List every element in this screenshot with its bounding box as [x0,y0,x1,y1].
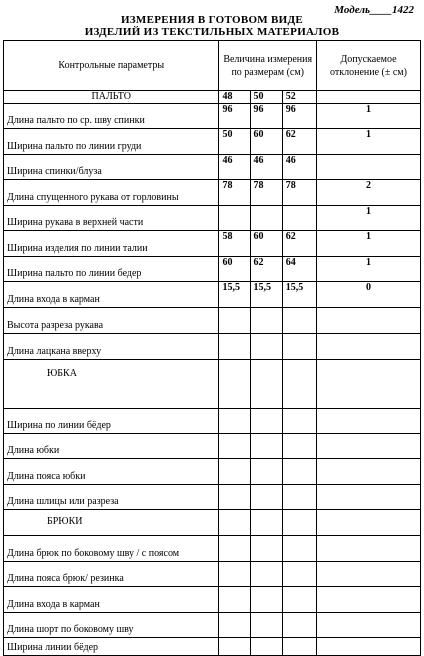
deviation-value [316,638,420,656]
size-1-value [219,510,250,536]
deviation-value [316,510,420,536]
size-3-value [282,409,316,434]
table-row [4,257,421,282]
deviation-value: 1 [316,231,420,257]
cell-text: Высота разреза рукава [7,320,104,331]
size-2-value [250,334,282,360]
parameter-name [4,231,219,257]
parameter-name [4,180,219,206]
size-2-value [250,206,282,231]
size-2-value: 78 [250,180,282,206]
model-number: Модель____1422 [334,4,414,16]
cell-text: Длина спущенного рукава от горловины [7,192,179,203]
deviation-value: 2 [316,180,420,206]
parameter-name [4,104,219,129]
size-1-value [219,409,250,434]
table-row [4,613,421,638]
cell-text: Длина лацкана вверху [7,346,102,357]
deviation-value [316,587,420,613]
deviation-value [316,562,420,587]
size-3-value [282,459,316,485]
deviation-value [316,155,420,180]
size-1-value [219,562,250,587]
cell-text: Длина брюк по боковому шву / с поясом [7,548,180,559]
size-2-value: 62 [250,257,282,282]
size-3-value [282,334,316,360]
size-3-value: 46 [282,155,316,180]
cell-text: Ширина спинки/блуза [7,166,102,177]
size-2-value [250,536,282,562]
size-2-value [250,613,282,638]
cell-text: Длина шлицы или разреза [7,496,119,507]
table-row [4,180,421,206]
section-label [4,360,219,409]
table-row [4,485,421,510]
size-3-value: 64 [282,257,316,282]
size-1-value: 48 [219,91,250,104]
document-title-line1: ИЗМЕРЕНИЯ В ГОТОВОМ ВИДЕ [120,14,304,26]
size-1-value [219,536,250,562]
table-row [4,334,421,360]
cell-text: ЮБКА [47,368,77,379]
section-row [4,91,421,104]
parameter-name [4,638,219,656]
size-3-value: 52 [282,91,316,104]
size-1-value [219,360,250,409]
size-2-value [250,587,282,613]
size-2-value [250,562,282,587]
size-1-value: 50 [219,129,250,155]
cell-text: Ширина рукава в верхней части [7,217,144,228]
cell-text: БРЮКИ [47,516,83,527]
parameter-name [4,536,219,562]
cell-text: Длина входа в карман [7,294,100,305]
size-1-value [219,434,250,459]
deviation-value [316,459,420,485]
table-row [4,129,421,155]
size-1-value [219,459,250,485]
size-3-value [282,308,316,334]
section-row [4,510,421,536]
table-row [4,562,421,587]
document-title-line2: ИЗДЕЛИЙ ИЗ ТЕКСТИЛЬНЫХ МАТЕРИАЛОВ [84,26,340,38]
size-1-value: 78 [219,180,250,206]
cell-text: Длина входа в карман [7,599,100,610]
section-label [4,91,219,104]
size-3-value: 96 [282,104,316,129]
size-3-value [282,613,316,638]
size-2-value: 60 [250,231,282,257]
cell-text: Ширина изделия по линии талии [7,243,148,254]
parameter-name [4,459,219,485]
size-3-value [282,536,316,562]
measurements-table [3,40,421,656]
size-2-value [250,409,282,434]
size-3-value: 15,5 [282,282,316,308]
cell-text: Длина юбки [7,445,60,456]
parameter-name [4,409,219,434]
deviation-value: 1 [316,257,420,282]
parameter-name [4,434,219,459]
cell-text: Ширина линии бёдер [7,642,99,653]
deviation-value [316,360,420,409]
size-3-value [282,510,316,536]
size-2-value [250,485,282,510]
size-1-value [219,485,250,510]
parameter-name [4,206,219,231]
deviation-value [316,536,420,562]
size-2-value: 96 [250,104,282,129]
size-1-value: 96 [219,104,250,129]
deviation-value: 1 [316,129,420,155]
measurements-table-body [4,41,421,656]
size-1-value: 15,5 [219,282,250,308]
header-params: Контрольные параметры [4,41,219,91]
size-3-value [282,485,316,510]
size-2-value [250,308,282,334]
table-row [4,231,421,257]
size-3-value: 62 [282,129,316,155]
size-1-value [219,613,250,638]
size-3-value [282,434,316,459]
header-deviation: Допускаемое отклонение (± см) [316,41,420,91]
size-2-value [250,510,282,536]
table-row [4,206,421,231]
parameter-name [4,485,219,510]
parameter-name [4,334,219,360]
section-label [4,510,219,536]
table-row [4,155,421,180]
size-1-value: 60 [219,257,250,282]
size-1-value [219,206,250,231]
table-row [4,282,421,308]
table-row [4,587,421,613]
parameter-name [4,129,219,155]
cell-text: Длина пояса брюк/ резинка [7,573,124,584]
parameter-name [4,282,219,308]
cell-text: Ширина по линии бёдер [7,420,111,431]
size-1-value: 58 [219,231,250,257]
deviation-value [316,485,420,510]
size-2-value: 46 [250,155,282,180]
parameter-name [4,257,219,282]
size-2-value [250,459,282,485]
cell-text: Ширина пальто по линии бедер [7,268,142,279]
table-row [4,536,421,562]
size-2-value [250,434,282,459]
cell-text: Длина пальто по ср. шву спинки [7,115,145,126]
parameter-name [4,613,219,638]
deviation-value: 1 [316,206,420,231]
deviation-value [316,308,420,334]
size-1-value: 46 [219,155,250,180]
header-sizes: Величина измерения по размерам (см) [219,41,317,91]
section-row [4,360,421,409]
parameter-name [4,562,219,587]
cell-text: Длина пояса юбки [7,471,86,482]
size-2-value: 15,5 [250,282,282,308]
size-2-value: 60 [250,129,282,155]
table-row [4,434,421,459]
size-3-value [282,587,316,613]
size-3-value [282,360,316,409]
parameter-name [4,155,219,180]
table-row [4,638,421,656]
size-2-value [250,360,282,409]
size-3-value [282,562,316,587]
table-row [4,308,421,334]
deviation-value: 1 [316,104,420,129]
deviation-value [316,334,420,360]
size-3-value [282,206,316,231]
parameter-name [4,587,219,613]
table-row [4,104,421,129]
cell-text: Длина шорт по боковому шву [7,624,134,635]
cell-text: Ширина пальто по линии груди [7,141,142,152]
size-1-value [219,308,250,334]
deviation-value: 0 [316,282,420,308]
table-header-row [4,41,421,91]
size-1-value [219,334,250,360]
size-3-value: 78 [282,180,316,206]
parameter-name [4,308,219,334]
table-row [4,459,421,485]
deviation-value [316,409,420,434]
deviation-value [316,434,420,459]
size-2-value: 50 [250,91,282,104]
size-3-value [282,638,316,656]
size-2-value [250,638,282,656]
size-3-value: 62 [282,231,316,257]
deviation-value [316,613,420,638]
cell-text: ПАЛЬТО [91,91,131,102]
table-row [4,409,421,434]
size-1-value [219,587,250,613]
size-1-value [219,638,250,656]
deviation-value [316,91,420,104]
